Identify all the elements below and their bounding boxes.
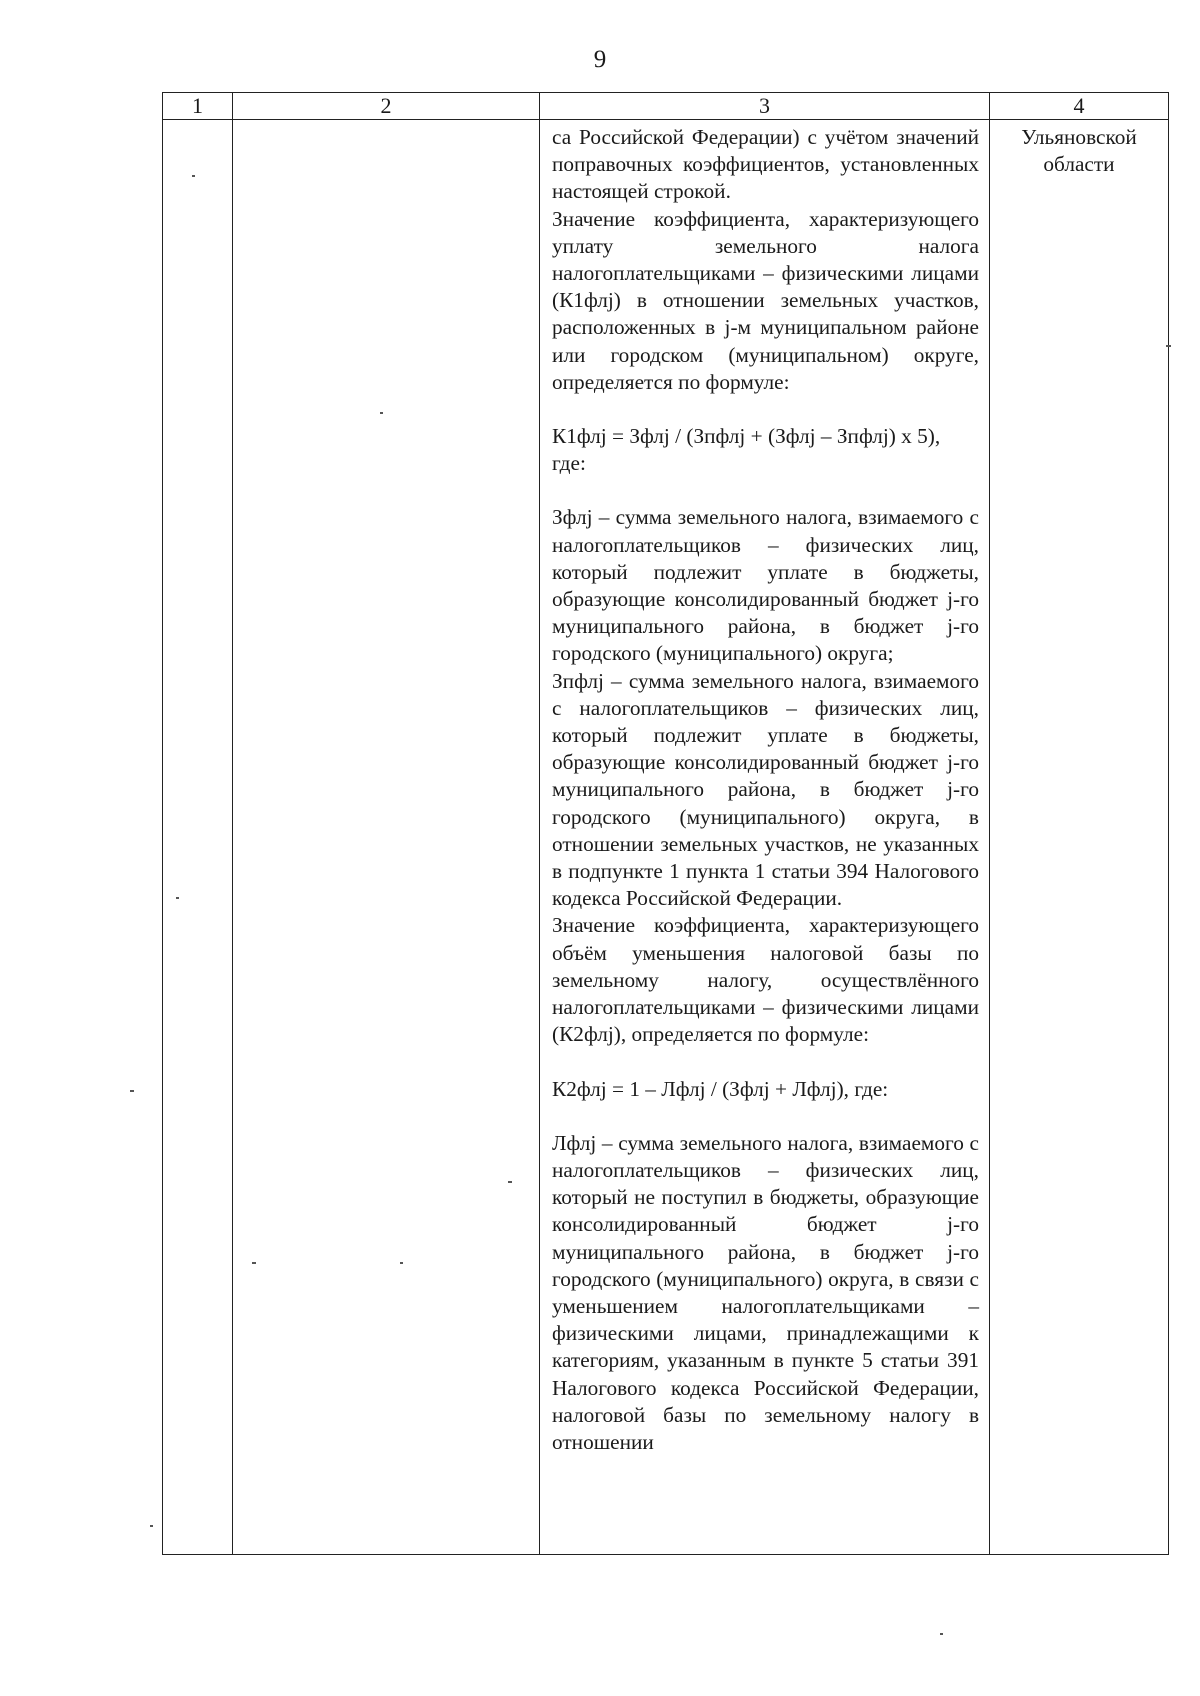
scan-speck [940, 1633, 943, 1635]
scan-speck [192, 175, 195, 177]
paragraph-zfl: Зфлj – сумма земельного налога, взимаемого с налогоплательщиков – физических лиц, который подлежит уплате в бюджеты, образующие консолидированный бюджет j-го муниципального района, в бюджет j-го городского (муниципального) округа; [552, 505, 979, 666]
paragraph-lfl: Лфлj – сумма земельного налога, взимаемого с налогоплательщиков – физических лиц, который не поступил в бюджеты, образующие консолидированный бюджет j-го муниципального района, в бюджет j-го городского (муниципального) округа, в связи с уменьшением налогоплательщиками – физическими лицами, принадлежащими к категориям, указанным в пункте 5 статьи 391 Налогового кодекса Российской Федерации, налоговой базы по земельному налогу в отношении [552, 1130, 979, 1454]
scan-speck [150, 1525, 153, 1527]
paragraph-continuation: са Российской Федерации) с учётом значений поправочных коэффициентов, установленных настоящей строкой. [552, 125, 979, 204]
column-header-3: 3 [540, 93, 990, 120]
cell-col-2 [233, 120, 540, 1555]
scan-speck [400, 1262, 403, 1264]
scan-speck [176, 897, 179, 899]
formula-k2: К2флj = 1 – Лфлj / (Зфлj + Лфлj), где: [552, 1076, 889, 1101]
paragraph-k1-definition: Значение коэффициента, характеризующего уплату земельного налога налогоплательщиками – физическими лицами (К1флj) в отношении земельных участков, расположенных в j-м муниципальном районе или городском (муниципальном) округе, определяется по формуле: [552, 206, 979, 394]
paragraph-k2-definition: Значение коэффициента, характеризующего объём уменьшения налоговой базы по земельному налогу, осуществлённого налогоплательщиками – физическими лицами (К2флj), определяется по формуле: [552, 913, 979, 1047]
scan-speck [130, 1090, 134, 1092]
column-header-2: 2 [233, 93, 540, 120]
cell-col-3 [540, 120, 990, 1555]
formula-k1: К1флj = Зфлj / (Зпфлj + (Зфлj – Зпфлj) х 5), где: [552, 424, 941, 476]
column-header-4: 4 [990, 93, 1169, 120]
region-line-1: Ульяновской [1021, 125, 1137, 149]
column-header-1: 1 [163, 93, 233, 120]
table-row [163, 120, 1169, 1555]
page-number: 9 [593, 46, 607, 73]
cell-col-4 [990, 120, 1169, 1555]
scan-speck [1166, 345, 1171, 347]
paragraph-zpfl: Зпфлj – сумма земельного налога, взимаемого с налогоплательщиков – физических лиц, который подлежит уплате в бюджеты, образующие консолидированный бюджет j-го муниципального района, в бюджет j-го городского (муниципального) округа, в отношении земельных участков, не указанных в подпункте 1 пункта 1 статьи 394 Налогового кодекса Российской Федерации. [552, 668, 979, 911]
table-header-row [163, 93, 1169, 120]
region-line-2: области [1043, 152, 1115, 177]
scan-speck [252, 1262, 256, 1264]
cell-col-1 [163, 120, 233, 1555]
scan-speck [508, 1181, 512, 1183]
scan-speck [380, 412, 383, 414]
document-table [162, 92, 1169, 1555]
